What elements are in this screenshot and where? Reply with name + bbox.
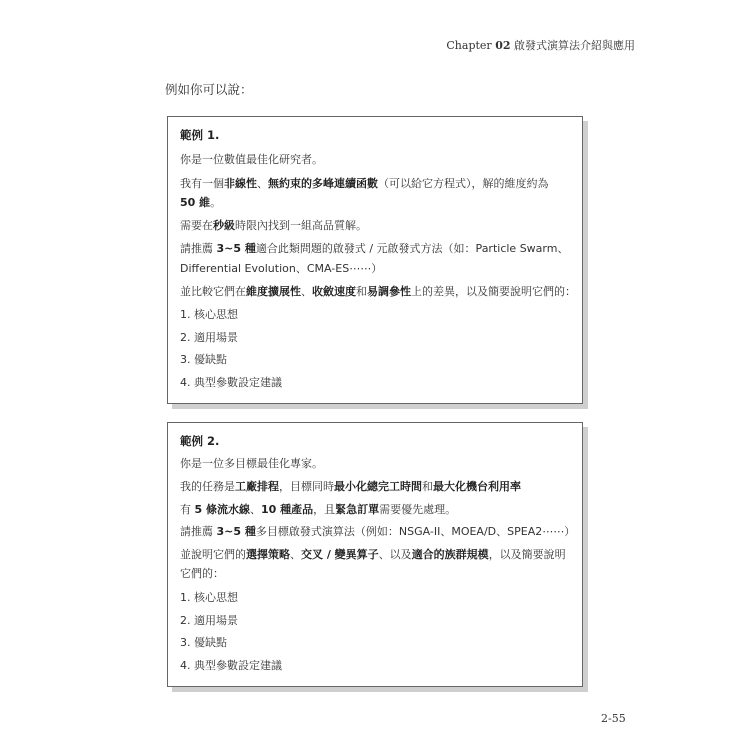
list-item: 1. 核心思想 — [180, 308, 238, 321]
example-2-title: 範例 2. — [180, 434, 220, 448]
example-1-line-5: 請推薦 3~5 種適合此類問題的啟發式 / 元啟發式方法（如：Particle Swarm、 — [180, 242, 569, 255]
example-2-line-3: 有 5 條流水線、10 種產品，且緊急訂單需要優先處理。 — [180, 503, 457, 516]
example-1-line-6: Differential Evolution、CMA-ES⋯⋯） — [180, 262, 383, 275]
example-2-line-4: 請推薦 3~5 種多目標啟發式演算法（例如：NSGA-II、MOEA/D、SPEA2⋯⋯） — [180, 525, 576, 538]
chapter-label: Chapter — [446, 39, 492, 52]
example-1-line-2: 我有一個非線性、無約束的多峰連續函數（可以給它方程式），解的維度約為 — [180, 177, 549, 190]
list-item: 3. 優缺點 — [180, 636, 227, 649]
example-1-line-7: 並比較它們在維度擴展性、收斂速度和易調參性上的差異，以及簡要說明它們的： — [180, 285, 576, 298]
example-2-line-1: 你是一位多目標最佳化專家。 — [180, 457, 323, 470]
example-box-2 — [167, 422, 583, 687]
example-1-line-3: 50 維。 — [180, 196, 222, 209]
list-item: 2. 適用場景 — [180, 614, 238, 627]
list-item: 3. 優缺點 — [180, 353, 227, 366]
page-number: 2-55 — [601, 712, 626, 725]
list-item: 4. 典型參數設定建議 — [180, 376, 282, 389]
example-2-line-2: 我的任務是工廠排程，目標同時最小化總完工時間和最大化機台利用率 — [180, 480, 521, 493]
running-header — [446, 37, 635, 53]
example-box-1 — [167, 116, 583, 404]
example-2-line-5: 並說明它們的選擇策略、交叉 / 變異算子、以及適合的族群規模，以及簡要說明 — [180, 548, 566, 561]
example-1-title: 範例 1. — [180, 128, 220, 142]
example-1-line-1: 你是一位數值最佳化研究者。 — [180, 153, 323, 166]
chapter-number: 02 — [495, 39, 511, 52]
list-item: 2. 適用場景 — [180, 331, 238, 344]
example-1-line-4: 需要在秒級時限內找到一組高品質解。 — [180, 219, 367, 232]
intro-text: 例如你可以說： — [165, 82, 253, 97]
example-2-line-6: 它們的： — [180, 567, 224, 580]
list-item: 4. 典型參數設定建議 — [180, 659, 282, 672]
list-item: 1. 核心思想 — [180, 591, 238, 604]
chapter-title: 啟發式演算法介紹與應用 — [514, 39, 635, 52]
